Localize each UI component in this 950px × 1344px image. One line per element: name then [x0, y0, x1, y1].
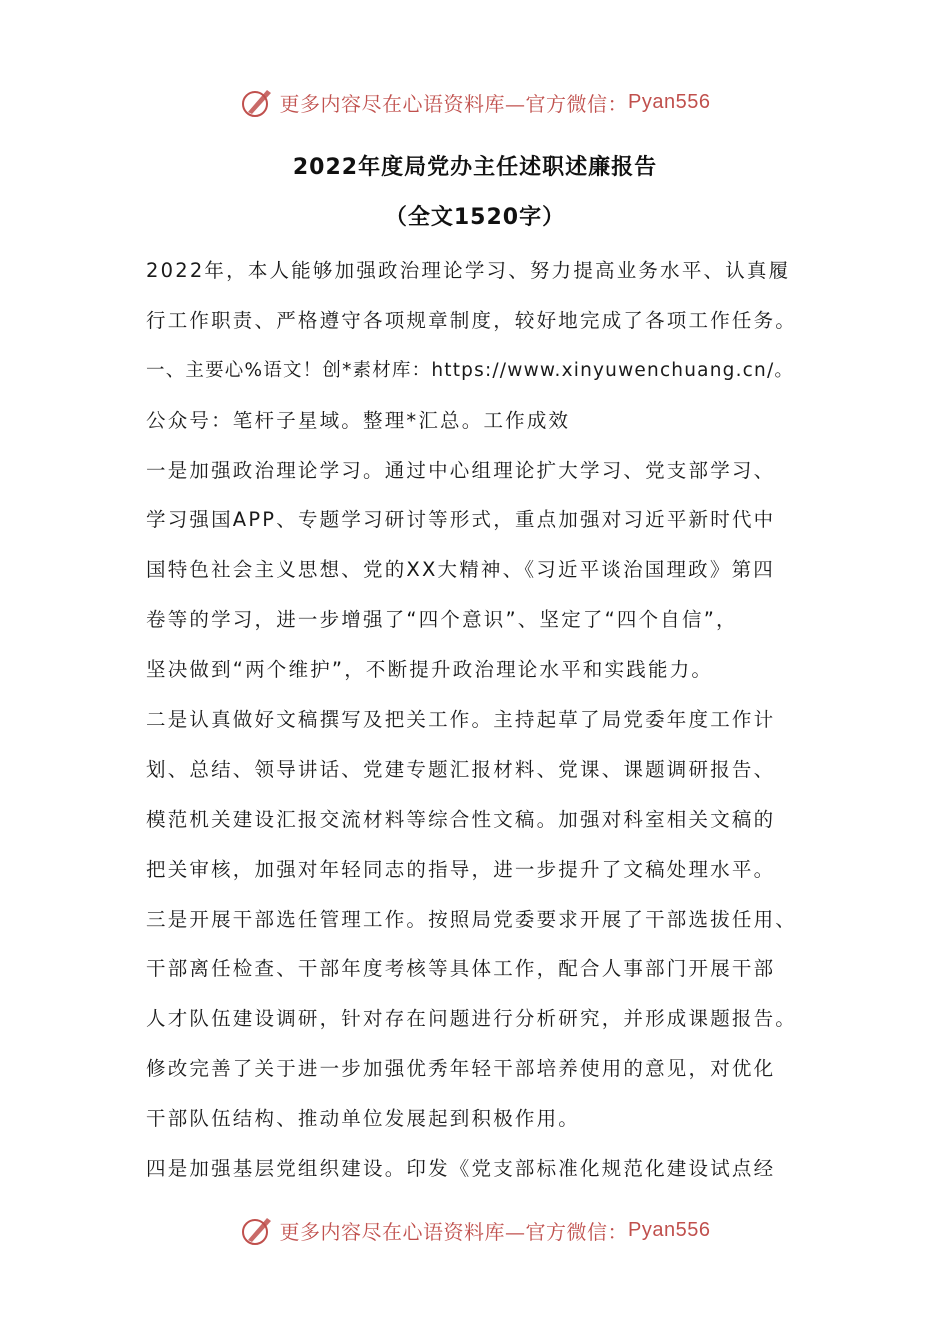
body-line: 把关审核，加强对年轻同志的指导，进一步提升了文稿处理水平。 — [146, 857, 776, 881]
footer-watermark — [0, 1208, 950, 1252]
body-line: 一、主要心%语文！创*素材库：https://www.xinyuwenchuang.cn/。 — [146, 359, 795, 381]
body-line: 划、总结、领导讲话、党建专题汇报材料、党课、课题调研报告、 — [146, 757, 776, 781]
watermark-text: 更多内容尽在心语资料库—官方微信： — [279, 91, 629, 116]
quill-logo-icon — [240, 85, 274, 119]
body-line: 模范机关建设汇报交流材料等综合性文稿。加强对科室相关文稿的 — [146, 807, 776, 831]
body-line: 修改完善了关于进一步加强优秀年轻干部培养使用的意见，对优化 — [146, 1057, 776, 1081]
body-line: 三是开展干部选任管理工作。按照局党委要求开展了干部选拔任用、 — [146, 907, 798, 931]
body-line: 学习强国APP、专题学习研讨等形式，重点加强对习近平新时代中 — [146, 508, 776, 532]
body-line: 卷等的学习，进一步增强了“四个意识”、坚定了“四个自信”， — [146, 608, 738, 632]
body-line: 公众号：笔杆子星域。整理*汇总。工作成效 — [146, 408, 571, 432]
body-line: 坚决做到“两个维护”，不断提升政治理论水平和实践能力。 — [146, 658, 714, 682]
body-line: 四是加强基层党组织建设。印发《党支部标准化规范化建设试点经 — [146, 1157, 776, 1181]
body-line: 行工作职责、严格遵守各项规章制度，较好地完成了各项工作任务。 — [146, 308, 798, 332]
watermark-text: 更多内容尽在心语资料库—官方微信： — [279, 1219, 629, 1244]
body-line: 二是认真做好文稿撰写及把关工作。主持起草了局党委年度工作计 — [146, 708, 776, 732]
header-watermark — [0, 80, 950, 124]
body-line: 2022年，本人能够加强政治理论学习、努力提高业务水平、认真履 — [146, 259, 791, 282]
document-title: 2022年度局党办主任述职述廉报告 — [292, 155, 658, 180]
document-subtitle: （全文1520字） — [384, 205, 566, 230]
body-line: 干部离任检查、干部年度考核等具体工作，配合人事部门开展干部 — [146, 957, 776, 981]
body-line: 人才队伍建设调研，针对存在问题进行分析研究，并形成课题报告。 — [146, 1007, 798, 1031]
body-line: 一是加强政治理论学习。通过中心组理论扩大学习、党支部学习、 — [146, 458, 776, 482]
body-line: 干部队伍结构、推动单位发展起到积极作用。 — [146, 1107, 581, 1131]
document-body — [146, 246, 826, 1194]
watermark-wechat-id: Pyan556 — [628, 1218, 711, 1241]
body-line: 国特色社会主义思想、党的XX大精神、《习近平谈治国理政》第四 — [146, 558, 775, 582]
quill-logo-icon — [240, 1213, 274, 1247]
watermark-wechat-id: Pyan556 — [628, 90, 711, 113]
